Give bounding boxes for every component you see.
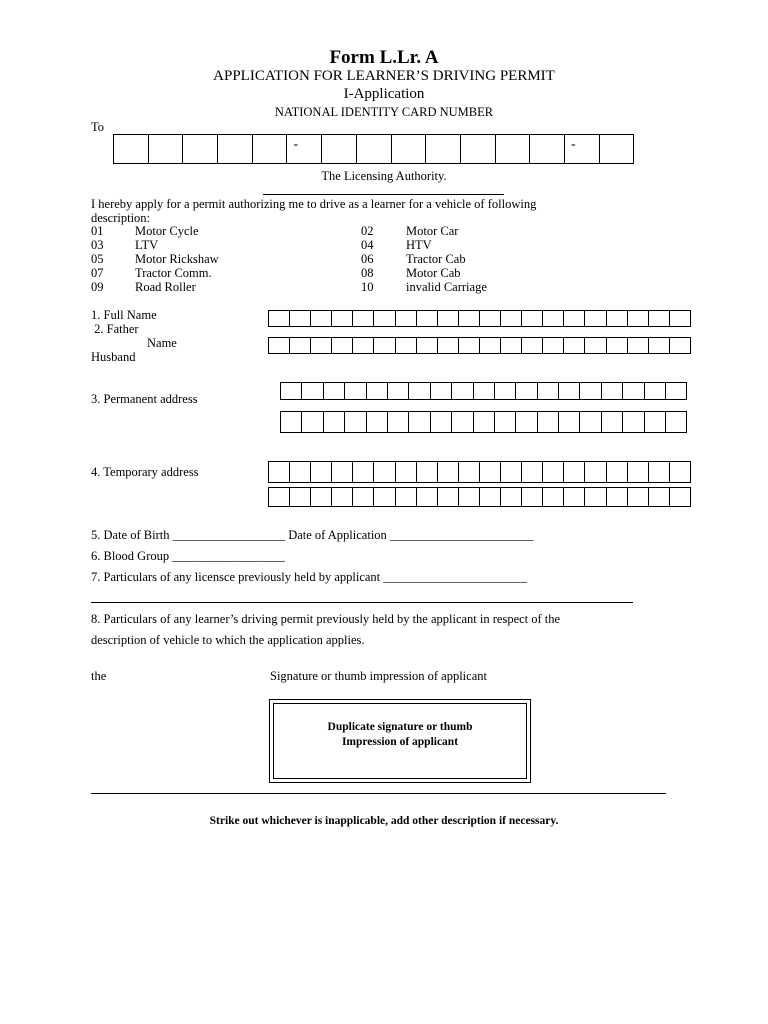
char-box[interactable] [480,461,501,483]
char-box[interactable] [311,310,332,327]
char-box[interactable] [332,461,353,483]
char-box[interactable] [623,382,644,400]
permanent-address-input-2[interactable] [280,411,687,433]
char-box[interactable] [522,310,543,327]
full-name-label: 1. Full Name [91,308,157,322]
char-box[interactable] [290,337,311,354]
char-box[interactable] [332,337,353,354]
char-box[interactable] [409,411,430,433]
licensing-authority: The Licensing Authority. [321,169,447,183]
char-box[interactable] [311,337,332,354]
char-box[interactable] [628,461,649,483]
char-box[interactable] [543,487,564,507]
char-box[interactable] [374,310,395,327]
char-box[interactable] [564,337,585,354]
vehicle-name: Motor Car [406,224,459,238]
vehicle-name: Road Roller [135,280,196,294]
char-box[interactable] [281,382,302,400]
duplicate-signature-text-2: Impression of applicant [341,736,459,748]
nic-separator-2: - [565,134,600,164]
vehicle-code: 01 [91,224,104,238]
char-box[interactable] [438,337,459,354]
char-box[interactable] [607,461,628,483]
nic-digit-1[interactable] [114,134,149,164]
char-box[interactable] [480,337,501,354]
nic-digit-2[interactable] [149,134,184,164]
permanent-address-label: 3. Permanent address [91,392,198,406]
form-id: Form L.Lr. A [329,47,439,68]
char-box[interactable] [585,487,606,507]
char-box[interactable] [269,337,290,354]
duplicate-signature-inner [273,703,527,779]
char-box[interactable] [480,487,501,507]
father-husband-name-input[interactable] [268,337,691,354]
char-box[interactable] [353,461,374,483]
blood-group-field[interactable]: 6. Blood Group __________________ [91,549,285,563]
nic-digit-5[interactable] [253,134,288,164]
char-box[interactable] [564,310,585,327]
char-box[interactable] [649,337,670,354]
char-box[interactable] [522,461,543,483]
permanent-address-input-1[interactable] [280,382,687,400]
char-box[interactable] [431,382,452,400]
learner-permit-line-2: description of vehicle to which the application applies. [91,633,365,647]
vehicle-name: Motor Cycle [135,224,199,238]
char-box[interactable] [353,487,374,507]
char-box[interactable] [417,337,438,354]
char-box[interactable] [290,310,311,327]
nic-digit-12[interactable] [530,134,565,164]
char-box[interactable] [666,411,687,433]
char-box[interactable] [452,411,473,433]
signature-label: Signature or thumb impression of applicant [270,669,487,683]
father-label: 2. Father [91,322,139,336]
char-box[interactable] [302,411,323,433]
char-box[interactable] [269,487,290,507]
authority-line[interactable] [263,194,504,195]
char-box[interactable] [501,310,522,327]
full-name-input[interactable] [268,310,691,327]
temporary-address-label: 4. Temporary address [91,465,199,479]
char-box[interactable] [649,461,670,483]
char-box[interactable] [585,461,606,483]
char-box[interactable] [345,411,366,433]
char-box[interactable] [438,461,459,483]
nic-digit-10[interactable] [461,134,496,164]
nic-separator-1: - [287,134,322,164]
vehicle-name: LTV [135,238,159,252]
char-box[interactable] [332,487,353,507]
char-box[interactable] [538,382,559,400]
char-box[interactable] [417,310,438,327]
footer-note: Strike out whichever is inapplicable, add other description if necessary. [209,815,559,827]
char-box[interactable] [409,382,430,400]
nic-digit-9[interactable] [426,134,461,164]
char-box[interactable] [564,487,585,507]
nic-digit-3[interactable] [183,134,218,164]
char-box[interactable] [459,461,480,483]
char-box[interactable] [290,461,311,483]
char-box[interactable] [311,461,332,483]
char-box[interactable] [543,461,564,483]
vehicle-code: 08 [361,266,374,280]
husband-label: Husband [91,350,136,364]
char-box[interactable] [269,461,290,483]
char-box[interactable] [388,382,409,400]
char-box[interactable] [649,487,670,507]
nic-digit-13[interactable] [600,134,635,164]
vehicle-code: 09 [91,280,104,294]
nic-digit-4[interactable] [218,134,253,164]
vehicle-code: 05 [91,252,104,266]
char-box[interactable] [353,337,374,354]
licence-field[interactable]: 7. Particulars of any licensce previously held by applicant _______________________ [91,570,528,584]
vehicle-code: 06 [361,252,374,266]
char-box[interactable] [501,461,522,483]
char-box[interactable] [290,487,311,507]
intro-line-1: I hereby apply for a permit authorizing me to drive as a learner for a vehicle of following [91,197,537,211]
char-box[interactable] [516,411,537,433]
form-subtitle: I-Application [343,86,425,102]
char-box[interactable] [538,411,559,433]
dob-field[interactable]: 5. Date of Birth __________________ Date of Application _______________________ [91,528,534,542]
char-box[interactable] [495,382,516,400]
char-box[interactable] [649,310,670,327]
char-box[interactable] [367,382,388,400]
char-box[interactable] [585,310,606,327]
char-box[interactable] [459,310,480,327]
char-box[interactable] [543,310,564,327]
char-box[interactable] [417,487,438,507]
vehicle-code: 07 [91,266,104,280]
learner-permit-line-1: 8. Particulars of any learner’s driving permit previously held by the applicant in respect of the [91,612,561,626]
char-box[interactable] [474,411,495,433]
char-box[interactable] [522,487,543,507]
char-box[interactable] [564,461,585,483]
vehicle-code: 04 [361,238,374,252]
vehicle-name: Motor Rickshaw [135,252,219,266]
char-box[interactable] [474,382,495,400]
char-box[interactable] [438,310,459,327]
char-box[interactable] [396,487,417,507]
char-box[interactable] [374,337,395,354]
footer-divider [91,793,666,794]
char-box[interactable] [332,310,353,327]
vehicle-name: HTV [406,238,432,252]
vehicle-name: Tractor Cab [406,252,466,266]
char-box[interactable] [459,337,480,354]
intro-line-2: description: [91,211,151,225]
char-box[interactable] [353,310,374,327]
nic-label: NATIONAL IDENTITY CARD NUMBER [274,105,494,119]
vehicle-code: 10 [361,280,374,294]
char-box[interactable] [623,411,644,433]
to-label: To [91,120,105,134]
name-label: Name [147,336,177,350]
nic-digit-8[interactable] [392,134,427,164]
char-box[interactable] [580,411,601,433]
nic-digit-7[interactable] [357,134,392,164]
char-box[interactable] [666,382,687,400]
char-box[interactable] [324,382,345,400]
char-box[interactable] [452,382,473,400]
char-box[interactable] [431,411,452,433]
char-box[interactable] [459,487,480,507]
char-box[interactable] [670,461,691,483]
char-box[interactable] [396,310,417,327]
char-box[interactable] [345,382,366,400]
form-title: APPLICATION FOR LEARNER’S DRIVING PERMIT [213,68,555,84]
nic-digit-11[interactable] [496,134,531,164]
char-box[interactable] [367,411,388,433]
char-box[interactable] [670,487,691,507]
vehicle-name: Tractor Comm. [135,266,212,280]
char-box[interactable] [670,310,691,327]
char-box[interactable] [559,382,580,400]
char-box[interactable] [670,337,691,354]
char-box[interactable] [585,337,606,354]
char-box[interactable] [281,411,302,433]
duplicate-signature-box[interactable] [269,699,531,783]
char-box[interactable] [645,382,666,400]
vehicle-code: 03 [91,238,104,252]
char-box[interactable] [302,382,323,400]
char-box[interactable] [602,411,623,433]
char-box[interactable] [417,461,438,483]
char-box[interactable] [559,411,580,433]
vehicle-code: 02 [361,224,374,238]
char-box[interactable] [580,382,601,400]
temporary-address-input-2[interactable] [268,487,691,507]
char-box[interactable] [396,461,417,483]
char-box[interactable] [269,310,290,327]
char-box[interactable] [628,337,649,354]
char-box[interactable] [607,487,628,507]
char-box[interactable] [311,487,332,507]
char-box[interactable] [480,310,501,327]
char-box[interactable] [607,310,628,327]
char-box[interactable] [495,411,516,433]
temporary-address-input-1[interactable] [268,461,691,483]
char-box[interactable] [374,461,395,483]
char-box[interactable] [396,337,417,354]
vehicle-name: Motor Cab [406,266,461,280]
the-label: the [91,669,107,683]
char-box[interactable] [645,411,666,433]
char-box[interactable] [324,411,345,433]
char-box[interactable] [628,310,649,327]
char-box[interactable] [438,487,459,507]
char-box[interactable] [516,382,537,400]
char-box[interactable] [628,487,649,507]
char-box[interactable] [522,337,543,354]
char-box[interactable] [543,337,564,354]
char-box[interactable] [501,337,522,354]
char-box[interactable] [388,411,409,433]
char-box[interactable] [607,337,628,354]
char-box[interactable] [602,382,623,400]
char-box[interactable] [374,487,395,507]
duplicate-signature-text-1: Duplicate signature or thumb [327,721,473,733]
licence-line[interactable] [91,602,633,603]
nic-digit-6[interactable] [322,134,357,164]
char-box[interactable] [501,487,522,507]
nic-input-row[interactable] [113,134,634,164]
vehicle-name: invalid Carriage [406,280,487,294]
